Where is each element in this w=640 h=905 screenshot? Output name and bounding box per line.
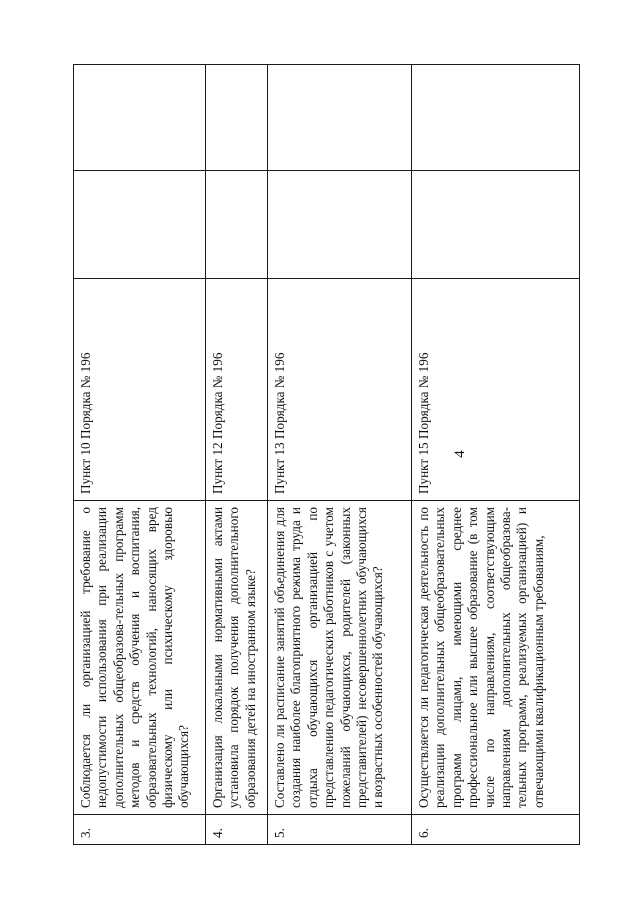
row-number: 4. bbox=[206, 815, 268, 845]
page-number: 4 bbox=[452, 450, 468, 458]
row-question: Соблюдается ли организацией требование о недопустимости использования при реализации дополнительных общеобразова-тельных программ методов и средств обучения и воспитания, образовательных технологий, наносящих вред физическому или психическому здоровью обучающихся? bbox=[74, 501, 206, 815]
row-answer-cell bbox=[412, 171, 580, 279]
row-answer-cell bbox=[206, 171, 268, 279]
row-note-cell bbox=[206, 65, 268, 171]
rotated-table-container bbox=[73, 65, 579, 845]
row-number: 3. bbox=[74, 815, 206, 845]
row-question: Организация локальными нормативными актами установила порядок получения дополнительного образования детей на иностранном языке? bbox=[206, 501, 268, 815]
row-answer-cell bbox=[74, 171, 206, 279]
checklist-table bbox=[73, 64, 580, 845]
checklist-table-frame bbox=[73, 65, 579, 845]
row-question: Составлено ли расписание занятий объединения для создания наиболее благоприятного режима труда и отдыха обучающихся организацией по представлению педагогических работников с учетом пожеланий обучающихся, родителей (законных представителей) несовершеннолетних обучающихся и возрастных особенностей обучающихся? bbox=[268, 501, 412, 815]
table-row bbox=[412, 65, 580, 845]
table-row bbox=[268, 65, 412, 845]
row-answer-cell bbox=[268, 171, 412, 279]
row-reference: Пункт 13 Порядка № 196 bbox=[268, 279, 412, 501]
row-number: 6. bbox=[412, 815, 580, 845]
row-note-cell bbox=[268, 65, 412, 171]
row-number: 5. bbox=[268, 815, 412, 845]
row-note-cell bbox=[412, 65, 580, 171]
row-reference: Пункт 10 Порядка № 196 bbox=[74, 279, 206, 501]
table-row bbox=[74, 65, 206, 845]
row-note-cell bbox=[74, 65, 206, 171]
row-reference: Пункт 15 Порядка № 196 bbox=[412, 279, 580, 501]
row-question: Осуществляется ли педагогическая деятельность по реализации дополнительных общеобразовательных программ лицами, имеющими среднее профессиональное или высшее образование (в том числе по направлениям, соответствующим направлениям дополнительных общеобразова-тельных программ, реализуемых организацией) и отвечающими квалификационным требованиям, bbox=[412, 501, 580, 815]
table-row bbox=[206, 65, 268, 845]
row-reference: Пункт 12 Порядка № 196 bbox=[206, 279, 268, 501]
